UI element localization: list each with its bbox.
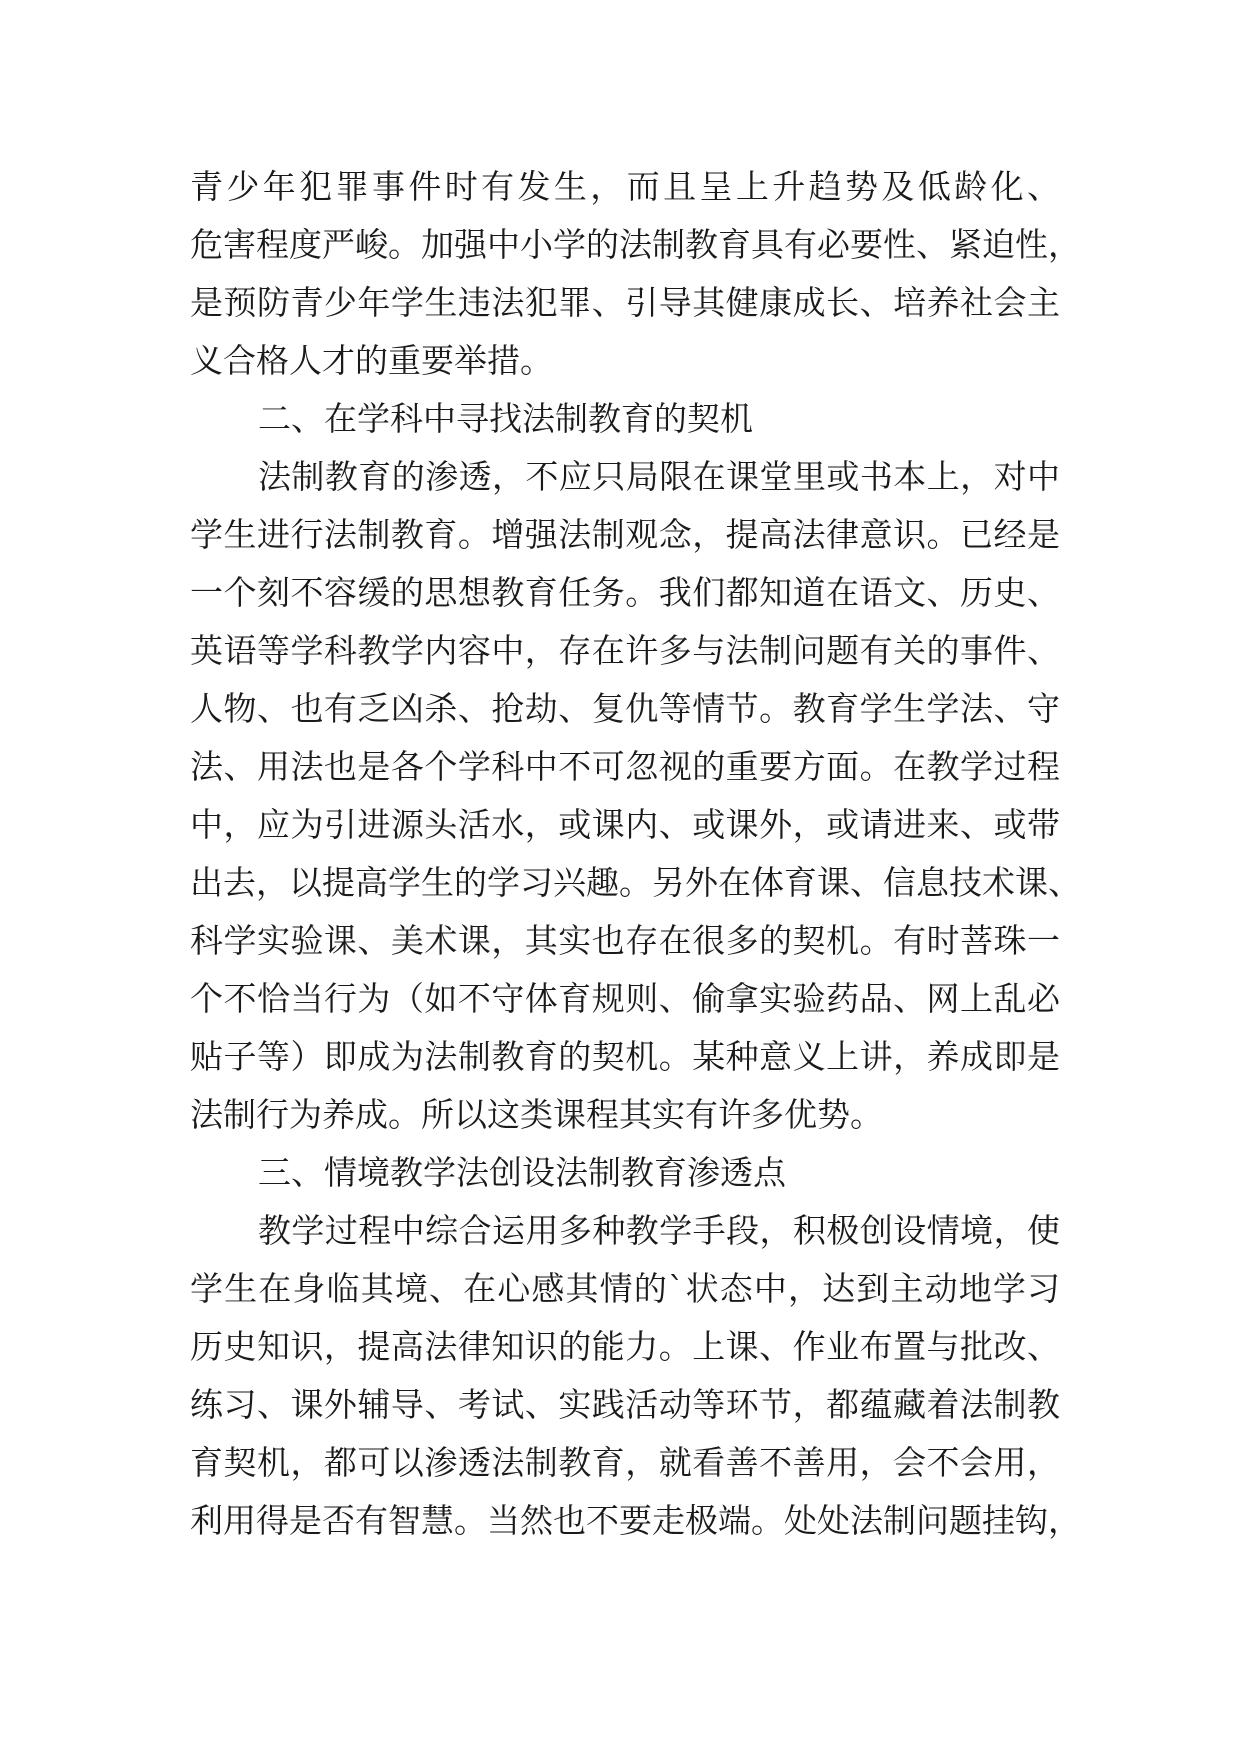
text-line-9: 英语等学科教学内容中，存在许多与法制问题有关的事件、 <box>190 631 1060 670</box>
text-line-19: 教学过程中综合运用多种教学手段，积极创设情境，使 <box>258 1211 1060 1250</box>
text-line-2: 危害程度严峻。加强中小学的法制教育具有必要性、紧迫性， <box>190 225 1081 264</box>
text-line-7: 学生进行法制教育。增强法制观念，提高法律意识。已经是 <box>190 515 1060 554</box>
text-line-13: 出去，以提高学生的学习兴趣。另外在体育课、信息技术课、 <box>190 863 1081 902</box>
text-line-16: 贴子等）即成为法制教育的契机。某种意义上讲，养成即是 <box>190 1037 1060 1076</box>
text-line-6: 法制教育的渗透，不应只局限在课堂里或书本上，对中 <box>258 457 1060 496</box>
text-line-15: 个不恰当行为（如不守体育规则、偷拿实验药品、网上乱必 <box>190 979 1060 1018</box>
text-line-14: 科学实验课、美术课，其实也存在很多的契机。有时菩珠一 <box>190 921 1060 960</box>
text-line-21: 历史知识，提高法律知识的能力。上课、作业布置与批改、 <box>190 1327 1060 1366</box>
section-heading-2: 二、在学科中寻找法制教育的契机 <box>258 399 753 438</box>
text-line-11: 法、用法也是各个学科中不可忽视的重要方面。在教学过程 <box>190 747 1060 786</box>
text-line-4: 义合格人才的重要举措。 <box>190 341 553 380</box>
text-line-20: 学生在身临其境、在心感其情的`状态中，达到主动地学习 <box>190 1269 1060 1308</box>
text-line-8: 一个刻不容缓的思想教育任务。我们都知道在语文、历史、 <box>190 573 1060 612</box>
text-line-1: 青少年犯罪事件时有发生，而且呈上升趋势及低龄化、 <box>190 167 1060 206</box>
text-line-12: 中，应为引进源头活水，或课内、或课外，或请进来、或带 <box>190 805 1060 844</box>
text-line-17: 法制行为养成。所以这类课程其实有许多优势。 <box>190 1095 883 1134</box>
text-line-3: 是预防青少年学生违法犯罪、引导其健康成长、培养社会主 <box>190 283 1060 322</box>
section-heading-3: 三、情境教学法创设法制教育渗透点 <box>258 1153 786 1192</box>
text-line-23: 育契机，都可以渗透法制教育，就看善不善用，会不会用， <box>190 1443 1060 1482</box>
text-line-22: 练习、课外辅导、考试、实践活动等环节，都蕴藏着法制教 <box>190 1385 1060 1424</box>
text-line-10: 人物、也有乏凶杀、抢劫、复仇等情节。教育学生学法、守 <box>190 689 1060 728</box>
text-line-24: 利用得是否有智慧。当然也不要走极端。处处法制问题挂钩， <box>190 1501 1081 1540</box>
